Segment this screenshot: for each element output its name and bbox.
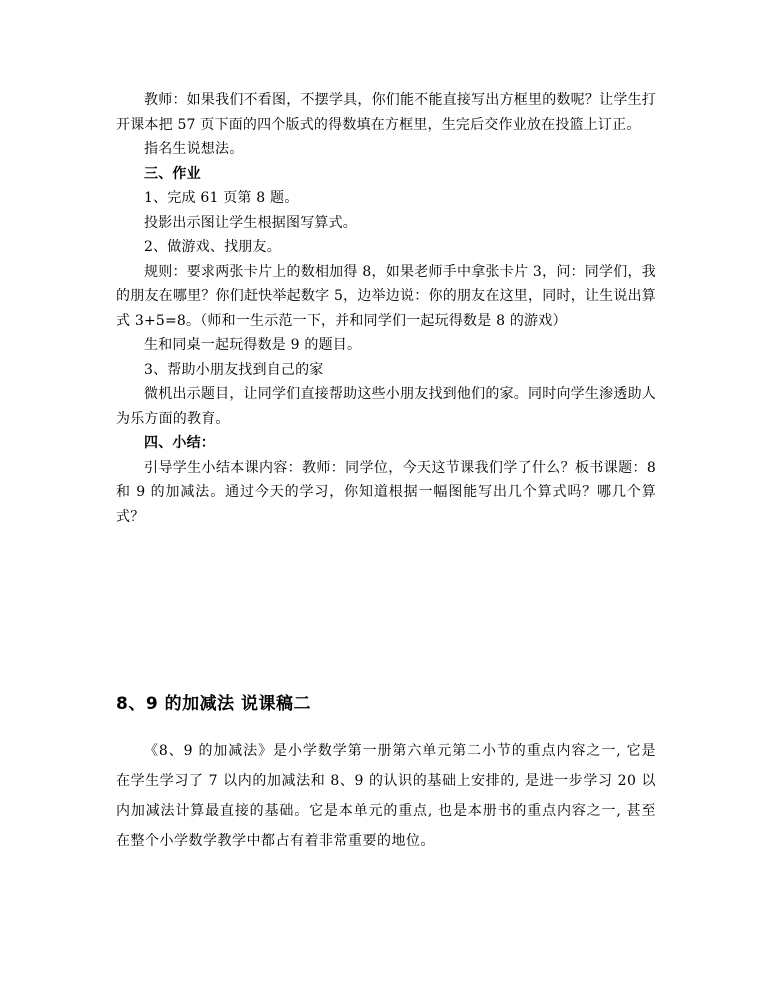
- lesson-plan-section-one: [116, 88, 656, 529]
- paragraph: 《8、9 的加减法》是小学数学第一册第六单元第二小节的重点内容之一, 它是在学生学习了 7 以内的加减法和 8、9 的认识的基础上安排的, 是进一步学习 20 以内加减法计算最直接的基础。它是本单元的重点, 也是本册书的重点内容之一, 甚至在整个小学数学教学中都占有着非常重要的地位。: [116, 743, 656, 849]
- paragraph: 2、做游戏、找朋友。: [144, 239, 281, 255]
- paragraph: 规则：要求两张卡片上的数相加得 8，如果老师手中拿张卡片 3，问：同学们，我的朋友在哪里？你们赶快举起数字 5，边举边说：你的朋友在这里，同时，让生说出算式 3+5=8。（师和一生示范一下，并和同学们一起玩得数是 8 的游戏）: [116, 263, 656, 329]
- heading-summary: 四、小结：: [144, 435, 215, 451]
- paragraph: 指名生说想法。: [144, 141, 244, 157]
- paragraph: 1、完成 61 页第 8 题。: [144, 190, 299, 206]
- paragraph: 教师：如果我们不看图，不摆学具，你们能不能直接写出方框里的数呢？让学生打开课本把 57 页下面的四个版式的得数填在方框里，生完后交作业放在投篮上订正。: [116, 92, 656, 133]
- paragraph: 3、帮助小朋友找到自己的家: [144, 361, 324, 378]
- section-title: 8、9 的加减法 说课稿二: [116, 694, 311, 714]
- paragraph: 生和同桌一起玩得数是 9 的题目。: [144, 337, 362, 353]
- paragraph: 微机出示题目，让同学们直接帮助这些小朋友找到他们的家。同时向学生渗透助人为乐方面的教育。: [116, 386, 656, 427]
- heading-homework: 三、作业: [144, 165, 201, 182]
- paragraph: 引导学生小结本课内容：教师：同学位，今天这节课我们学了什么？板书课题：8 和 9 的加减法。通过今天的学习，你知道根据一幅图能写出几个算式吗？哪几个算式？: [116, 459, 656, 525]
- lecture-section-two: [116, 736, 656, 856]
- paragraph: 投影出示图让学生根据图写算式。: [144, 214, 357, 231]
